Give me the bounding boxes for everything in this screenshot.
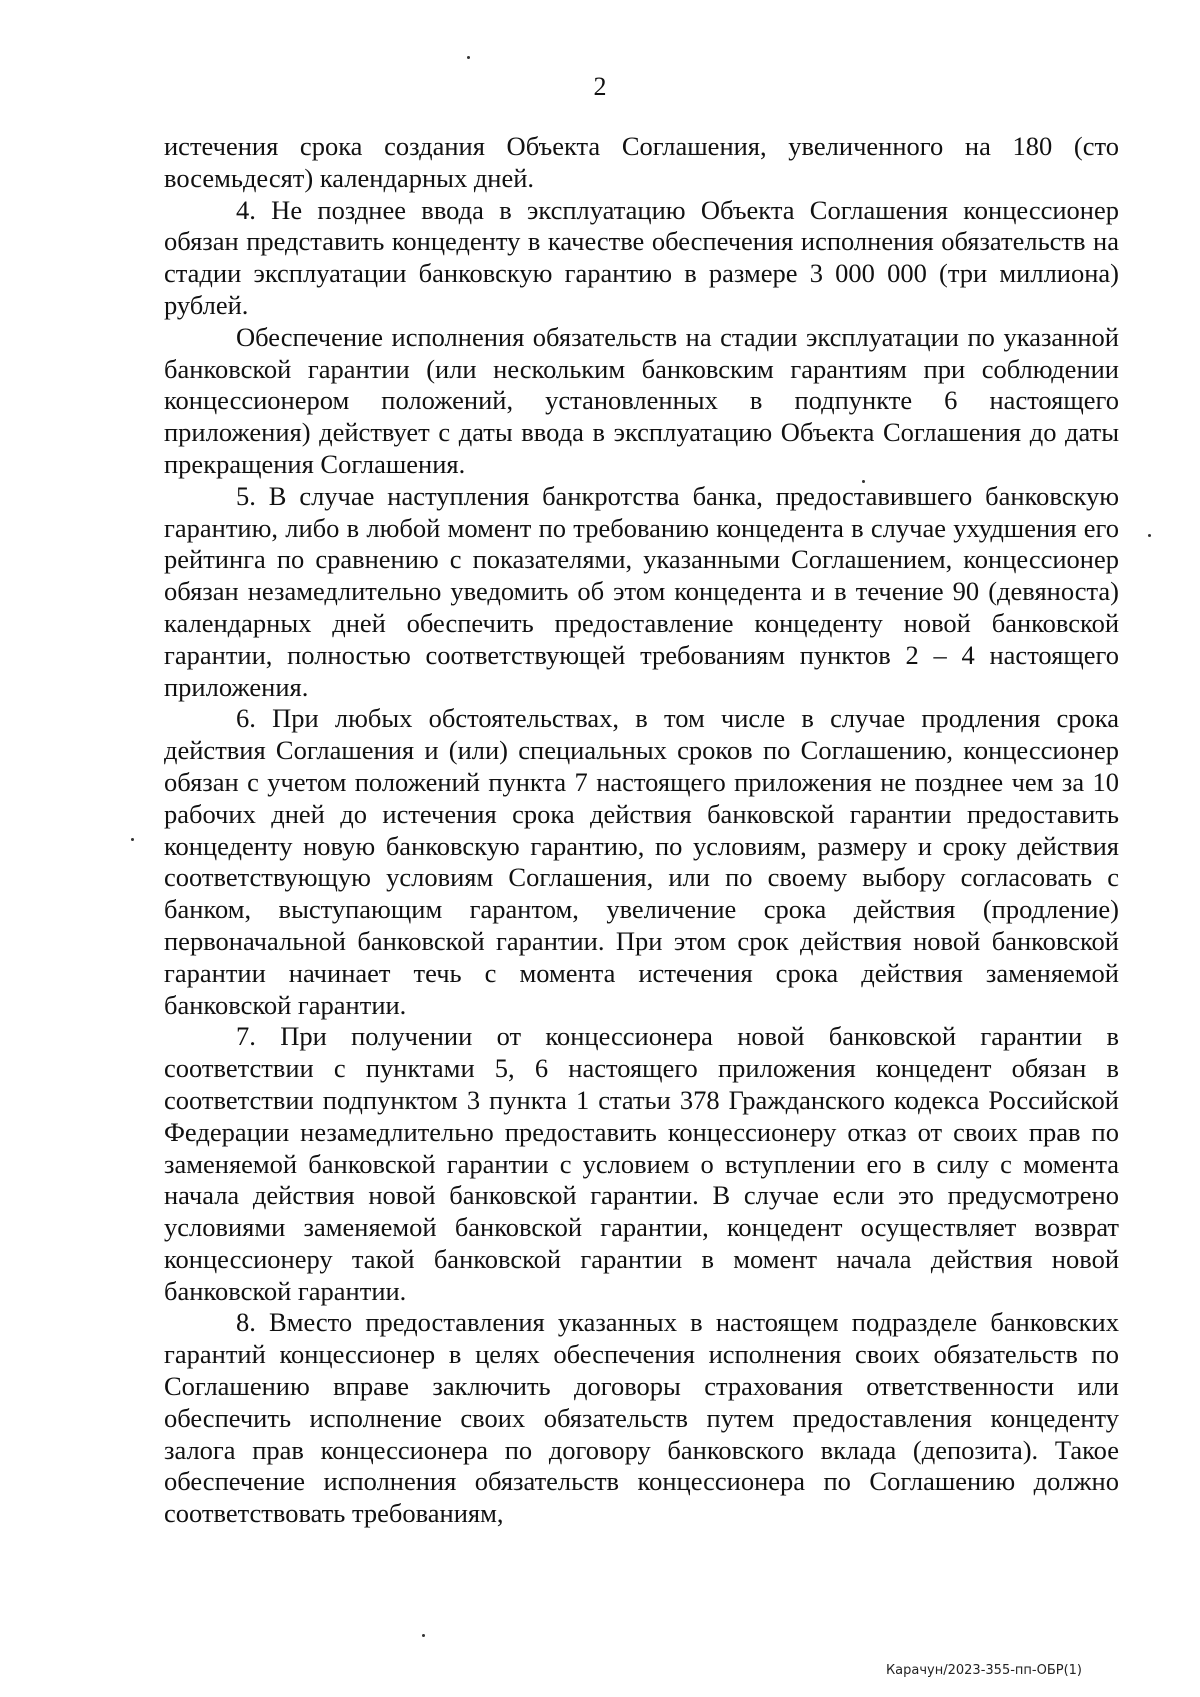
paragraph-item-4: 4. Не позднее ввода в эксплуатацию Объекта Соглашения концессионер обязан представить концеденту в качестве обеспечения исполнения обязательств на стадии эксплуатации банковскую гарантию в размере 3 000 000 (три миллиона) рублей. xyxy=(164,194,1119,320)
scan-speck xyxy=(131,838,134,841)
scan-speck xyxy=(467,56,470,59)
document-body xyxy=(164,131,1119,1530)
paragraph-item-6: 6. При любых обстоятельствах, в том числе в случае продления срока действия Соглашения и (или) специальных сроков по Соглашению, концессионер обязан с учетом положений пункта 7 настоящего приложения не позднее чем за 10 рабочих дней до истечения срока действия банковской гарантии предоставить концеденту новую банковскую гарантию, по условиям, размеру и сроку действия соответствующую условиям Соглашения, или по своему выбору согласовать с банком, выступающим гарантом, увеличение срока действия (продление) первоначальной банковской гарантии. При этом срок действия новой банковской гарантии начинает течь с момента истечения срока действия заменяемой банковской гарантии. xyxy=(164,703,1119,1020)
page-number: 2 xyxy=(593,72,607,101)
paragraph-item-8: 8. Вместо предоставления указанных в настоящем подразделе банковских гарантий концессионер в целях обеспечения исполнения своих обязательств по Соглашению вправе заключить договоры страхования ответственности или обеспечить исполнение своих обязательств путем предоставления концеденту залога прав концессионера по договору банковского вклада (депозита). Такое обеспечение исполнения обязательств концессионера по Соглашению должно соответствовать требованиям, xyxy=(164,1307,1119,1529)
scan-speck xyxy=(1148,534,1151,537)
paragraph-item-5: 5. В случае наступления банкротства банка, предоставившего банковскую гарантию, либо в любой момент по требованию концедента в случае ухудшения его рейтинга по сравнению с показателями, указанными Соглашением, концессионер обязан незамедлительно уведомить об этом концедента и в течение 90 (девяноста) календарных дней обеспечить предоставление концеденту новой банковской гарантии, полностью соответствующей требованиям пунктов 2 – 4 настоящего приложения. xyxy=(164,480,1119,702)
document-footer-code: Карачун/2023-355-пп-ОБР(1) xyxy=(885,1663,1082,1678)
scan-speck xyxy=(422,1634,425,1637)
paragraph-item-4-security: Обеспечение исполнения обязательств на стадии эксплуатации по указанной банковской гарантии (или нескольким банковским гарантиям при соблюдении концессионером положений, установленных в подпункте 6 настоящего приложения) действует с даты ввода в эксплуатацию Объекта Соглашения до даты прекращения Соглашения. xyxy=(164,321,1119,479)
paragraph-item-7: 7. При получении от концессионера новой банковской гарантии в соответствии с пунктами 5, 6 настоящего приложения концедент обязан в соответствии подпунктом 3 пункта 1 статьи 378 Гражданского кодекса Российской Федерации незамедлительно предоставить концессионеру отказ от своих прав по заменяемой банковской гарантии с условием о вступлении его в силу с момента начала действия новой банковской гарантии. В случае если это предусмотрено условиями заменяемой банковской гарантии, концедент осуществляет возврат концессионеру такой банковской гарантии в момент начала действия новой банковской гарантии. xyxy=(164,1021,1119,1306)
paragraph-continuation: истечения срока создания Объекта Соглашения, увеличенного на 180 (сто восемьдесят) календарных дней. xyxy=(164,131,1119,193)
